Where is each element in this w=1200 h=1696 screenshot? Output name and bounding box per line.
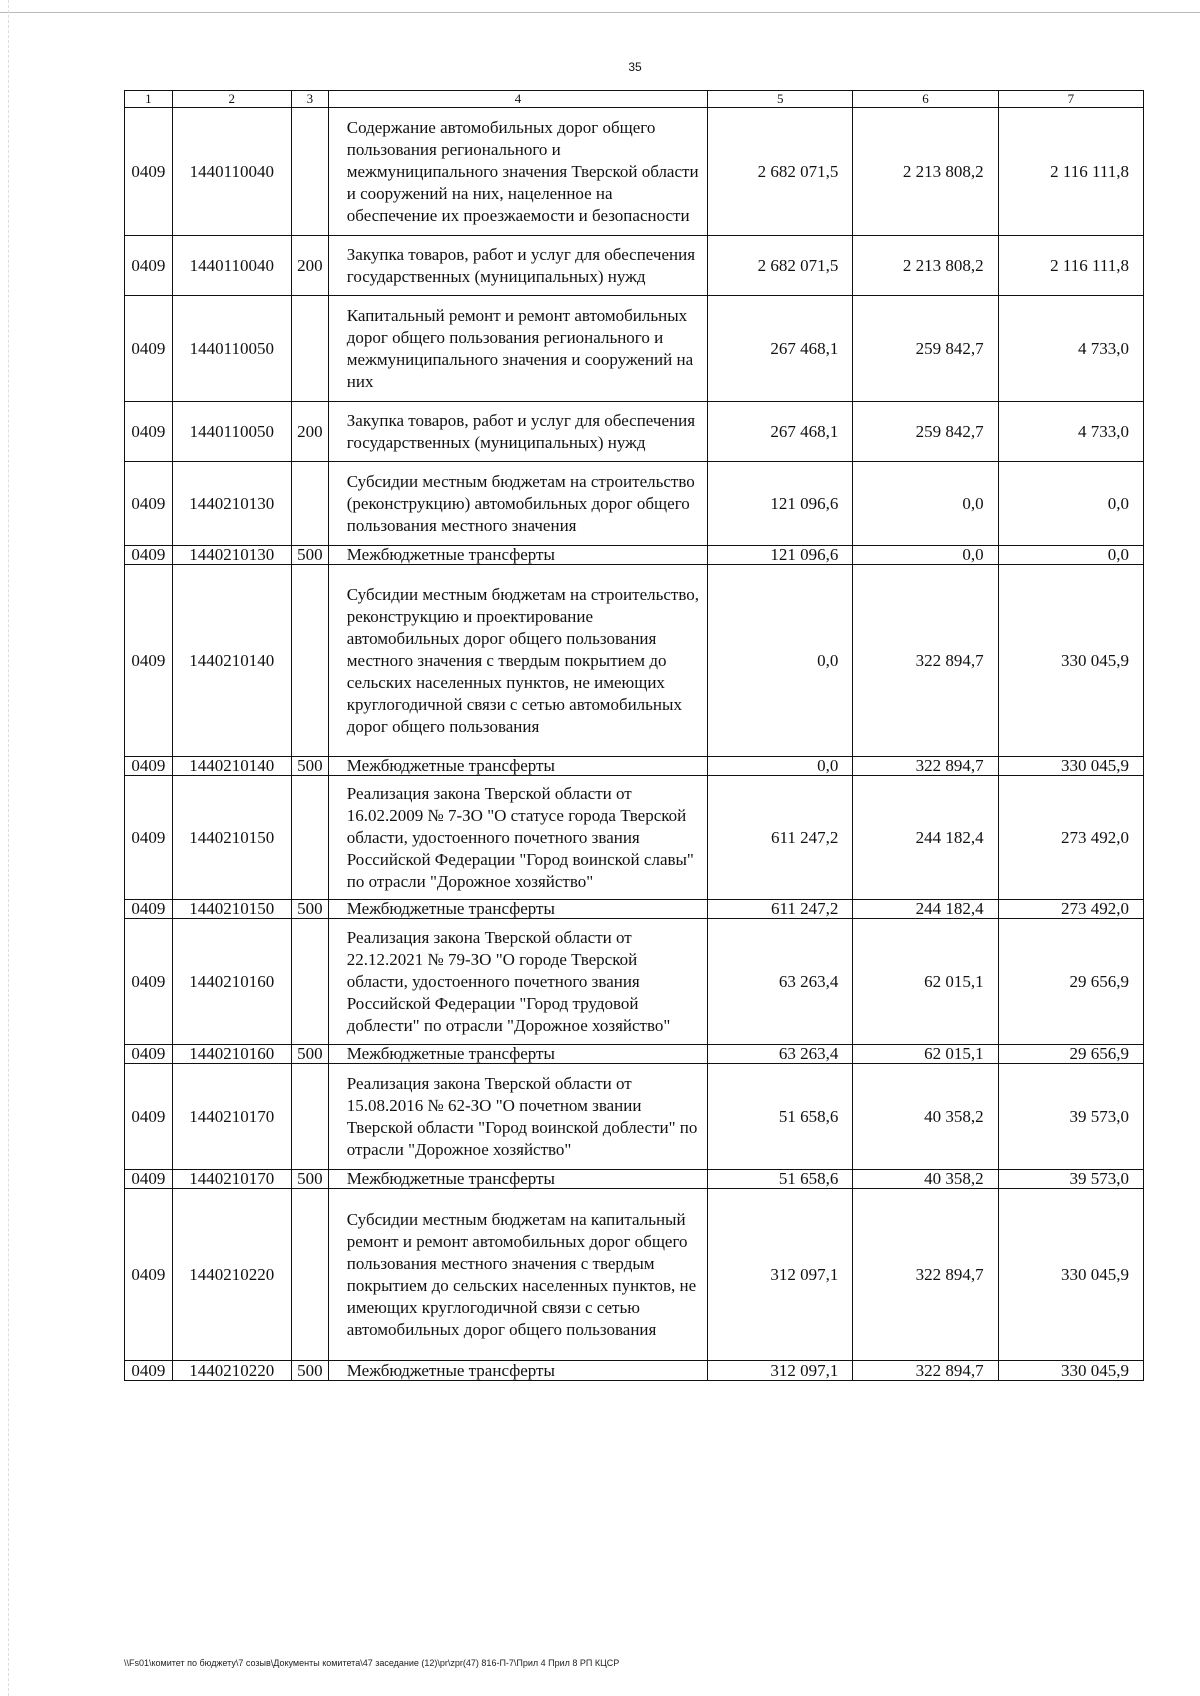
section-code-cell: 0409 xyxy=(125,757,173,776)
section-code-cell: 0409 xyxy=(125,296,173,402)
amount-col6-cell: 2 213 808,2 xyxy=(853,108,998,236)
target-article-cell: 1440210170 xyxy=(172,1170,291,1189)
budget-table xyxy=(124,90,1144,1381)
table-row xyxy=(125,1064,1144,1170)
table-row xyxy=(125,108,1144,236)
target-article-cell: 1440210220 xyxy=(172,1189,291,1361)
table-row xyxy=(125,546,1144,565)
table-row xyxy=(125,919,1144,1045)
amount-col7-cell: 330 045,9 xyxy=(998,757,1143,776)
amount-col5-cell: 51 658,6 xyxy=(708,1170,853,1189)
amount-col7-cell: 39 573,0 xyxy=(998,1170,1143,1189)
amount-col7-cell: 29 656,9 xyxy=(998,1045,1143,1064)
target-article-cell: 1440210130 xyxy=(172,462,291,546)
section-code-cell: 0409 xyxy=(125,236,173,296)
amount-col7-cell: 0,0 xyxy=(998,546,1143,565)
table-row xyxy=(125,1361,1144,1381)
section-code-cell: 0409 xyxy=(125,565,173,757)
target-article-cell: 1440110050 xyxy=(172,402,291,462)
amount-col5-cell: 0,0 xyxy=(708,565,853,757)
expense-type-cell: 200 xyxy=(291,402,328,462)
amount-col6-cell: 40 358,2 xyxy=(853,1064,998,1170)
amount-col5-cell: 611 247,2 xyxy=(708,900,853,919)
section-code-cell: 0409 xyxy=(125,1045,173,1064)
section-code-cell: 0409 xyxy=(125,1170,173,1189)
expense-type-cell: 500 xyxy=(291,900,328,919)
amount-col6-cell: 259 842,7 xyxy=(853,402,998,462)
column-header: 3 xyxy=(291,91,328,108)
target-article-cell: 1440210160 xyxy=(172,919,291,1045)
expense-type-cell xyxy=(291,776,328,900)
item-name-cell: Реализация закона Тверской области от 15.08.2016 № 62-ЗО "О почетном звании Тверской области "Город воинской доблести" по отрасли "Дорожное хозяйство" xyxy=(328,1064,707,1170)
amount-col5-cell: 312 097,1 xyxy=(708,1361,853,1381)
item-name-cell: Закупка товаров, работ и услуг для обеспечения государственных (муниципальных) нужд xyxy=(328,402,707,462)
target-article-cell: 1440110050 xyxy=(172,296,291,402)
amount-col7-cell: 273 492,0 xyxy=(998,776,1143,900)
item-name-cell: Содержание автомобильных дорог общего пользования регионального и межмуниципального значения Тверской области и сооружений на них, нацеленное на обеспечение их проезжаемости и безопасности xyxy=(328,108,707,236)
expense-type-cell xyxy=(291,462,328,546)
amount-col7-cell: 330 045,9 xyxy=(998,565,1143,757)
amount-col7-cell: 0,0 xyxy=(998,462,1143,546)
amount-col5-cell: 267 468,1 xyxy=(708,402,853,462)
amount-col6-cell: 0,0 xyxy=(853,546,998,565)
amount-col5-cell: 0,0 xyxy=(708,757,853,776)
item-name-cell: Капитальный ремонт и ремонт автомобильных дорог общего пользования регионального и межмуниципального значения и сооружений на них xyxy=(328,296,707,402)
item-name-cell: Субсидии местным бюджетам на строительство, реконструкцию и проектирование автомобильных дорог общего пользования местного значения с твердым покрытием до сельских населенных пунктов, не имеющих круглогодичной связи с сетью автомобильных дорог общего пользования xyxy=(328,565,707,757)
expense-type-cell xyxy=(291,296,328,402)
item-name-cell: Межбюджетные трансферты xyxy=(328,1045,707,1064)
amount-col6-cell: 0,0 xyxy=(853,462,998,546)
column-header: 4 xyxy=(328,91,707,108)
table-row xyxy=(125,1170,1144,1189)
section-code-cell: 0409 xyxy=(125,462,173,546)
amount-col6-cell: 322 894,7 xyxy=(853,757,998,776)
amount-col6-cell: 322 894,7 xyxy=(853,565,998,757)
amount-col5-cell: 267 468,1 xyxy=(708,296,853,402)
item-name-cell: Субсидии местным бюджетам на строительство (реконструкцию) автомобильных дорог общего пользования местного значения xyxy=(328,462,707,546)
table-row xyxy=(125,296,1144,402)
amount-col6-cell: 2 213 808,2 xyxy=(853,236,998,296)
amount-col5-cell: 51 658,6 xyxy=(708,1064,853,1170)
column-header: 2 xyxy=(172,91,291,108)
column-header: 5 xyxy=(708,91,853,108)
section-code-cell: 0409 xyxy=(125,1064,173,1170)
amount-col6-cell: 244 182,4 xyxy=(853,900,998,919)
amount-col7-cell: 330 045,9 xyxy=(998,1361,1143,1381)
table-row xyxy=(125,565,1144,757)
item-name-cell: Межбюджетные трансферты xyxy=(328,900,707,919)
target-article-cell: 1440210140 xyxy=(172,757,291,776)
amount-col5-cell: 121 096,6 xyxy=(708,462,853,546)
target-article-cell: 1440210140 xyxy=(172,565,291,757)
expense-type-cell: 500 xyxy=(291,546,328,565)
amount-col7-cell: 273 492,0 xyxy=(998,900,1143,919)
target-article-cell: 1440210130 xyxy=(172,546,291,565)
amount-col6-cell: 259 842,7 xyxy=(853,296,998,402)
amount-col5-cell: 63 263,4 xyxy=(708,1045,853,1064)
amount-col5-cell: 63 263,4 xyxy=(708,919,853,1045)
expense-type-cell: 500 xyxy=(291,1045,328,1064)
target-article-cell: 1440210150 xyxy=(172,900,291,919)
target-article-cell: 1440210220 xyxy=(172,1361,291,1381)
amount-col5-cell: 312 097,1 xyxy=(708,1189,853,1361)
file-path-footer: \\Fs01\комитет по бюджету\7 созыв\Документы комитета\47 заседание (12)\pr\zpr(47) 816-П-7\Прил 4 Прил 8 РП КЦСР xyxy=(124,1658,620,1668)
item-name-cell: Межбюджетные трансферты xyxy=(328,757,707,776)
expense-type-cell: 500 xyxy=(291,1361,328,1381)
column-header: 7 xyxy=(998,91,1143,108)
column-header-row xyxy=(125,91,1144,108)
amount-col7-cell: 330 045,9 xyxy=(998,1189,1143,1361)
amount-col6-cell: 244 182,4 xyxy=(853,776,998,900)
item-name-cell: Реализация закона Тверской области от 16.02.2009 № 7-ЗО "О статусе города Тверской области, удостоенного почетного звания Российской Федерации "Город воинской славы" по отрасли "Дорожное хозяйство" xyxy=(328,776,707,900)
amount-col6-cell: 62 015,1 xyxy=(853,919,998,1045)
item-name-cell: Межбюджетные трансферты xyxy=(328,1170,707,1189)
section-code-cell: 0409 xyxy=(125,900,173,919)
section-code-cell: 0409 xyxy=(125,919,173,1045)
target-article-cell: 1440110040 xyxy=(172,108,291,236)
amount-col7-cell: 4 733,0 xyxy=(998,402,1143,462)
amount-col7-cell: 2 116 111,8 xyxy=(998,108,1143,236)
item-name-cell: Межбюджетные трансферты xyxy=(328,546,707,565)
amount-col5-cell: 2 682 071,5 xyxy=(708,236,853,296)
amount-col6-cell: 322 894,7 xyxy=(853,1189,998,1361)
expense-type-cell xyxy=(291,108,328,236)
amount-col5-cell: 121 096,6 xyxy=(708,546,853,565)
expense-type-cell: 500 xyxy=(291,757,328,776)
expense-type-cell: 500 xyxy=(291,1170,328,1189)
scan-border-line xyxy=(0,12,1200,13)
table-row xyxy=(125,757,1144,776)
table-row xyxy=(125,402,1144,462)
section-code-cell: 0409 xyxy=(125,108,173,236)
amount-col7-cell: 39 573,0 xyxy=(998,1064,1143,1170)
expense-type-cell xyxy=(291,919,328,1045)
table-row xyxy=(125,236,1144,296)
section-code-cell: 0409 xyxy=(125,402,173,462)
page-number: 35 xyxy=(628,60,642,74)
item-name-cell: Реализация закона Тверской области от 22.12.2021 № 79-ЗО "О городе Тверской области, удостоенного почетного звания Российской Федерации "Город трудовой доблести" по отрасли "Дорожное хозяйство" xyxy=(328,919,707,1045)
amount-col6-cell: 62 015,1 xyxy=(853,1045,998,1064)
item-name-cell: Субсидии местным бюджетам на капитальный ремонт и ремонт автомобильных дорог общего пользования местного значения с твердым покрытием до сельских населенных пунктов, не имеющих круглогодичной связи с сетью автомобильных дорог общего пользования xyxy=(328,1189,707,1361)
amount-col6-cell: 40 358,2 xyxy=(853,1170,998,1189)
table-row xyxy=(125,462,1144,546)
column-header: 1 xyxy=(125,91,173,108)
expense-type-cell xyxy=(291,1189,328,1361)
amount-col7-cell: 4 733,0 xyxy=(998,296,1143,402)
amount-col7-cell: 2 116 111,8 xyxy=(998,236,1143,296)
amount-col5-cell: 2 682 071,5 xyxy=(708,108,853,236)
target-article-cell: 1440210150 xyxy=(172,776,291,900)
amount-col6-cell: 322 894,7 xyxy=(853,1361,998,1381)
expense-type-cell xyxy=(291,1064,328,1170)
target-article-cell: 1440110040 xyxy=(172,236,291,296)
table-row xyxy=(125,776,1144,900)
target-article-cell: 1440210170 xyxy=(172,1064,291,1170)
item-name-cell: Закупка товаров, работ и услуг для обеспечения государственных (муниципальных) нужд xyxy=(328,236,707,296)
expense-type-cell xyxy=(291,565,328,757)
target-article-cell: 1440210160 xyxy=(172,1045,291,1064)
section-code-cell: 0409 xyxy=(125,1189,173,1361)
section-code-cell: 0409 xyxy=(125,776,173,900)
table-row xyxy=(125,1045,1144,1064)
section-code-cell: 0409 xyxy=(125,546,173,565)
item-name-cell: Межбюджетные трансферты xyxy=(328,1361,707,1381)
section-code-cell: 0409 xyxy=(125,1361,173,1381)
table-row xyxy=(125,1189,1144,1361)
expense-type-cell: 200 xyxy=(291,236,328,296)
scan-edge xyxy=(8,0,9,1696)
column-header: 6 xyxy=(853,91,998,108)
amount-col5-cell: 611 247,2 xyxy=(708,776,853,900)
amount-col7-cell: 29 656,9 xyxy=(998,919,1143,1045)
table-row xyxy=(125,900,1144,919)
